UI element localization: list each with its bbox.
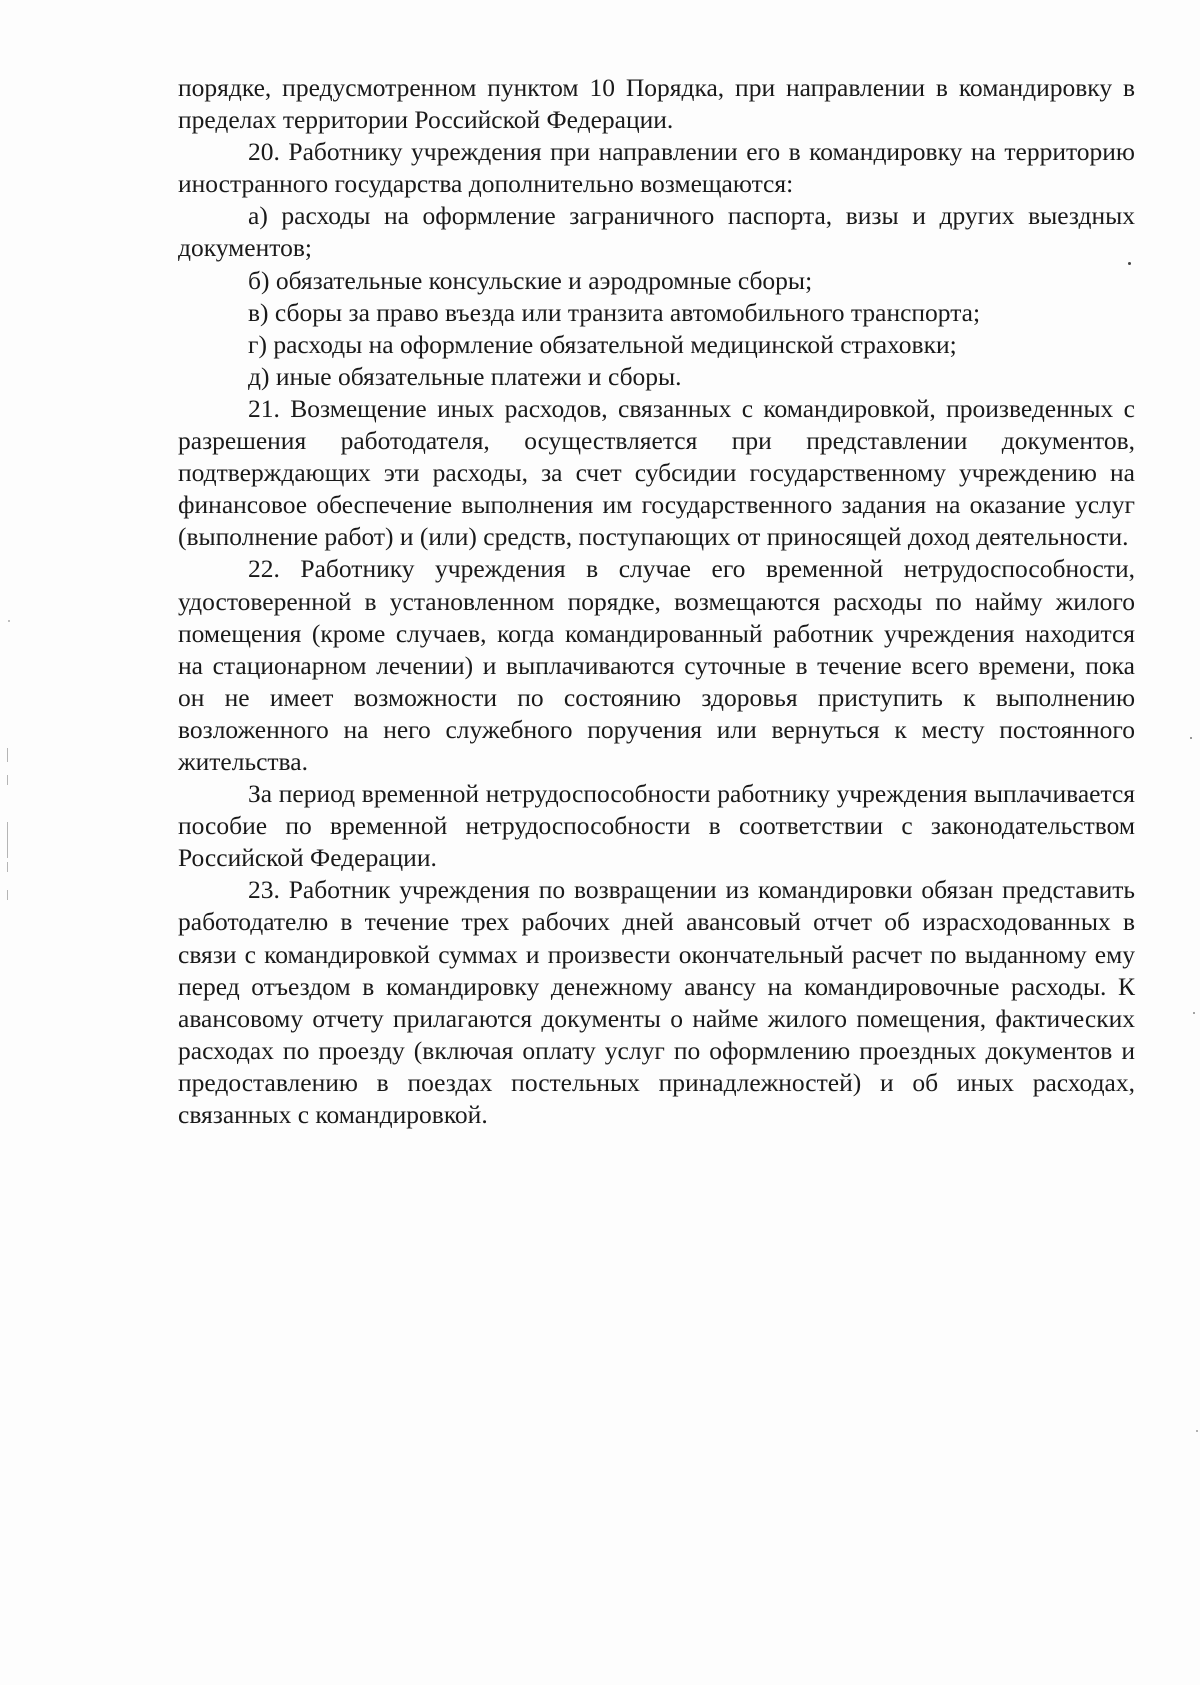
scan-speck [1196, 1430, 1198, 1432]
scan-edge-line [7, 775, 8, 785]
scan-speck [8, 620, 10, 622]
paragraph-20-a: а) расходы на оформление заграничного паспорта, визы и других выездных документов; [178, 201, 1135, 263]
scan-speck [1190, 737, 1192, 739]
paragraph-continuation: порядке, предусмотренном пунктом 10 Порядка, при направлении в командировку в пределах территории Российской Федерации. [178, 73, 1135, 135]
paragraph-20-b: б) обязательные консульские и аэродромные сборы; [248, 265, 813, 295]
paragraph-21: 21. Возмещение иных расходов, связанных с командировкой, произведенных с разрешения работодателя, осуществляется при представлении документов, подтверждающих эти расходы, за счет субсидии государственному учреждению на финансовое обеспечение выполнения им государственного задания на оказание услуг (выполнение работ) и (или) средств, поступающих от приносящей доход деятельности. [178, 393, 1135, 552]
paragraph-20-e: д) иные обязательные платежи и сборы. [248, 361, 682, 391]
paragraph-20-d: г) расходы на оформление обязательной медицинской страховки; [248, 329, 957, 359]
scan-edge-line [7, 822, 8, 858]
scan-edge-line [7, 890, 8, 900]
scan-edge-line [7, 748, 8, 762]
paragraph-20-c: в) сборы за право въезда или транзита автомобильного транспорта; [248, 297, 981, 327]
paragraph-22-benefit: За период временной нетрудоспособности работнику учреждения выплачивается пособие по временной нетрудоспособности в соответствии с законодательством Российской Федерации. [178, 779, 1135, 873]
scan-speck [1193, 1012, 1195, 1014]
scan-edge-line [7, 862, 8, 872]
document-body [178, 72, 1135, 1131]
paragraph-22: 22. Работнику учреждения в случае его временной нетрудоспособности, удостоверенной в установленном порядке, возмещаются расходы по найму жилого помещения (кроме случаев, когда командированный работник учреждения находится на стационарном лечении) и выплачиваются суточные в течение всего времени, пока он не имеет возможности по состоянию здоровья приступить к выполнению возложенного на него служебного поручения или вернуться к месту постоянного жительства. [178, 554, 1135, 776]
scan-speck [1128, 262, 1131, 265]
paragraph-23: 23. Работник учреждения по возвращении из командировки обязан представить работодателю в течение трех рабочих дней авансовый отчет об израсходованных в связи с командировкой суммах и произвести окончательный расчет по выданному ему перед отъездом в командировку денежному авансу на командировочные расходы. К авансовому отчету прилагаются документы о найме жилого помещения, фактических расходах по проезду (включая оплату услуг по оформлению проездных документов и предоставлению в поездах постельных принадлежностей) и об иных расходах, связанных с командировкой. [178, 875, 1135, 1129]
paragraph-20: 20. Работнику учреждения при направлении его в командировку на территорию иностранного государства дополнительно возмещаются: [178, 137, 1135, 199]
